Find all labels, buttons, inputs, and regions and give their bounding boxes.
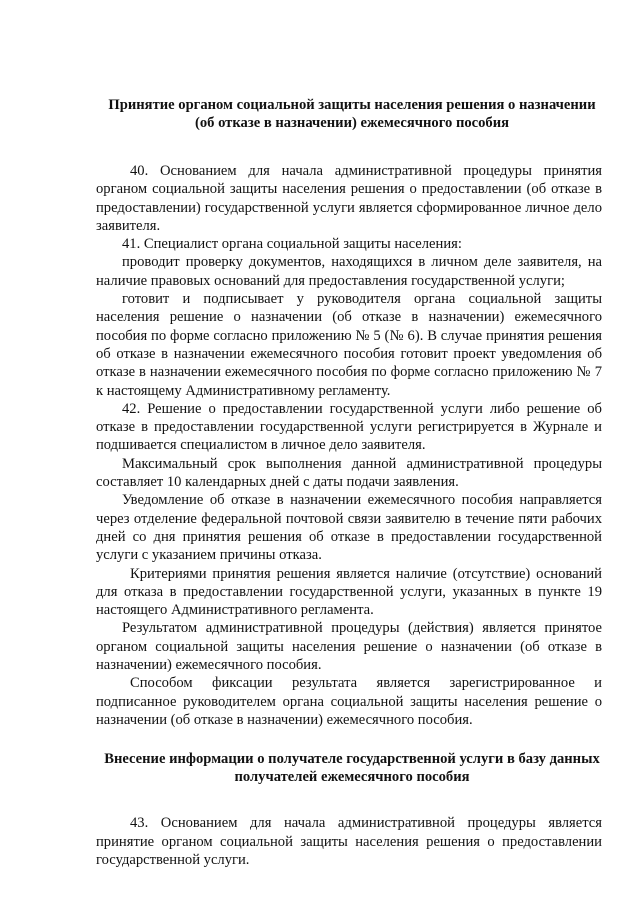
paragraph-deadline: Максимальный срок выполнения данной административной процедуры составляет 10 календарных дней с даты подачи заявления. <box>96 455 602 491</box>
paragraph-41-prepare: готовит и подписывает у руководителя органа социальной защиты населения решение о назначении (об отказе в назначении) ежемесячного пособия по форме согласно приложению № 5 (№ 6). В случае принятия решения об отказе в назначении ежемесячного пособия готовит проект уведомления об отказе в назначении ежемесячного пособия по форме согласно приложению № 7 к настоящему Административному регламенту. <box>96 291 602 399</box>
section-title-decision: Принятие органом социальной защиты населения решения о назначении (об отказе в назначении) ежемесячного пособия <box>108 97 596 131</box>
paragraph-42: 42. Решение о предоставлении государственной услуги либо решение об отказе в предоставлении государственной услуги регистрируется в Журнале и подшивается специалистом в личное дело заявителя. <box>96 400 602 454</box>
paragraph-fixation: Способом фиксации результата является зарегистрированное и подписанное руководителем органа социальной защиты населения решение о назначении (об отказе в назначении) ежемесячного пособия. <box>96 675 602 728</box>
paragraph-criteria: Критериями принятия решения является наличие (отсутствие) оснований для отказа в предоставлении государственной услуги, указанных в пункте 19 настоящего Административного регламента. <box>96 565 602 619</box>
paragraph-notification: Уведомление об отказе в назначении ежемесячного пособия направляется через отделение федеральной почтовой связи заявителю в течение пяти рабочих дней со дня принятия решения об отказе в предоставлении государственной услуги с указанием причины отказа. <box>96 492 602 564</box>
paragraph-43: 43. Основанием для начала административной процедуры является принятие органом социальной защиты населения решения о предоставлении государственной услуги. <box>96 815 602 868</box>
paragraph-40: 40. Основанием для начала административной процедуры принятия органом социальной защиты населения решения о предоставлении (об отказе в предоставлении) государственной услуги является сформированное личное дело заявителя. <box>96 163 602 234</box>
paragraph-41: 41. Специалист органа социальной защиты населения: <box>122 236 462 253</box>
paragraph-result: Результатом административной процедуры (действия) является принятое органом социальной защиты населения решение о назначении (об отказе в назначении) ежемесячного пособия. <box>96 620 602 674</box>
paragraph-41-check: проводит проверку документов, находящихся в личном деле заявителя, на наличие правовых оснований для предоставления государственной услуги; <box>96 254 602 289</box>
section-title-database: Внесение информации о получателе государственной услуги в базу данных получателей ежемесячного пособия <box>104 751 600 786</box>
